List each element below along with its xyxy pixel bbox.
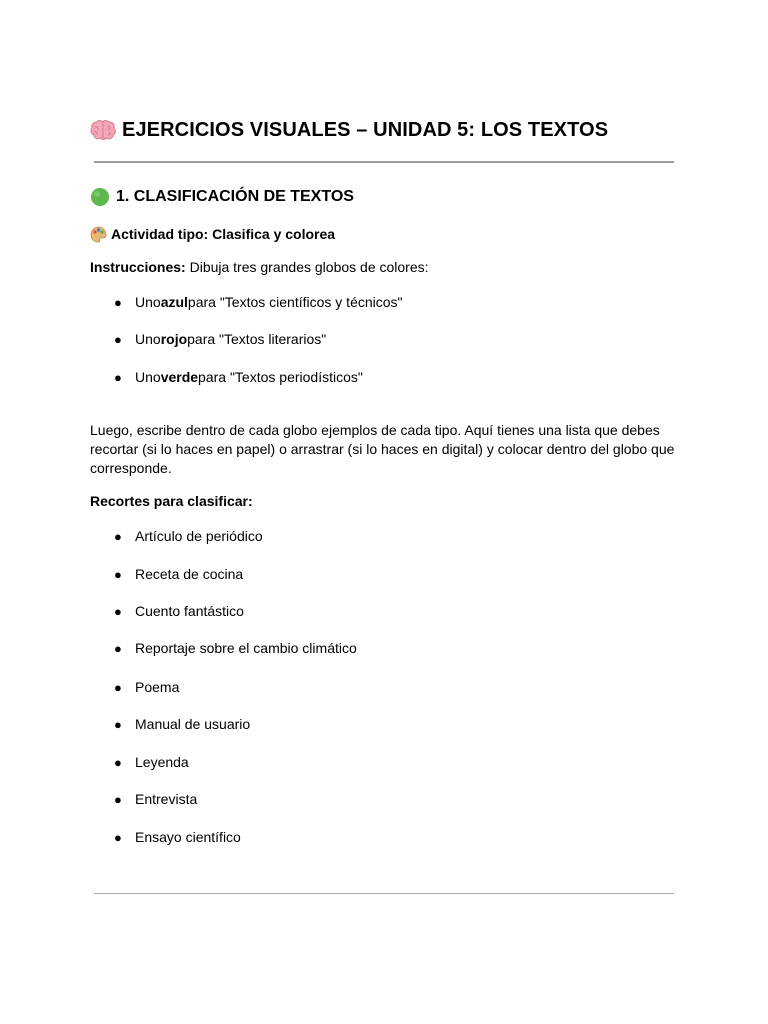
bullet: ● [114, 679, 122, 695]
page-title-row [90, 114, 690, 146]
cutout-item: Poema [135, 679, 180, 695]
bullet: ● [114, 829, 122, 845]
page-title: EJERCICIOS VISUALES – UNIDAD 5: LOS TEXTOS [122, 118, 609, 141]
bullet: ● [114, 331, 122, 347]
cutout-item: Artículo de periódico [135, 528, 263, 544]
bullet: ● [114, 716, 122, 732]
list-item [114, 677, 179, 697]
color-word: rojo [160, 331, 188, 347]
section-heading-row [90, 185, 690, 209]
bullet: ● [114, 528, 122, 544]
list-item: ● Uno azul para "Textos científicos y técnicos" [114, 294, 403, 310]
list-item [114, 601, 244, 621]
followup-paragraph: Luego, escribe dentro de cada globo ejemplos de cada tipo. Aquí tienes una lista que debes recortar (si lo haces en papel) o arrastrar (si lo haces en digital) y colocar dentro del globo que corresponde. [90, 422, 675, 476]
green-circle-icon [90, 187, 110, 207]
cutout-item: Ensayo científico [135, 829, 241, 845]
list-item [114, 526, 263, 546]
list-item [114, 789, 197, 809]
list-item: ● Uno verde para "Textos periodísticos" [114, 369, 363, 385]
list-item [114, 638, 357, 658]
color-word: verde [160, 369, 199, 385]
bullet: ● [114, 640, 122, 656]
section-heading: 1. CLASIFICACIÓN DE TEXTOS [116, 188, 354, 205]
cutout-item: Manual de usuario [135, 716, 251, 732]
brain-icon [90, 119, 116, 141]
cutouts-label: Recortes para clasificar: [90, 493, 253, 509]
bullet: ● [114, 603, 122, 619]
bullet: ● [114, 754, 122, 770]
instructions-paragraph [90, 258, 680, 277]
bullet: ● [114, 369, 122, 385]
instructions-text: Dibuja tres grandes globos de colores: [185, 259, 429, 275]
bullet: ● [114, 566, 122, 582]
list-item [114, 714, 250, 734]
palette-icon [90, 226, 107, 243]
bullet: ● [114, 791, 122, 807]
activity-type: Actividad tipo: Clasifica y colorea [111, 226, 336, 242]
bullet: ● [114, 294, 122, 310]
list-item [114, 827, 241, 847]
list-item [114, 752, 189, 772]
cutout-item: Receta de cocina [135, 566, 244, 582]
instructions-label: Instrucciones: [90, 259, 186, 275]
cutout-item: Entrevista [135, 791, 198, 807]
cutout-item: Cuento fantástico [135, 603, 244, 619]
list-item [114, 564, 243, 584]
cutout-item: Leyenda [135, 754, 189, 770]
activity-type-row [90, 224, 690, 244]
cutout-item: Reportaje sobre el cambio climático [135, 640, 357, 656]
color-word: azul [160, 294, 188, 310]
horizontal-rule [94, 161, 674, 163]
horizontal-rule [94, 893, 674, 894]
list-item: ● Uno rojo para "Textos literarios" [114, 331, 327, 347]
